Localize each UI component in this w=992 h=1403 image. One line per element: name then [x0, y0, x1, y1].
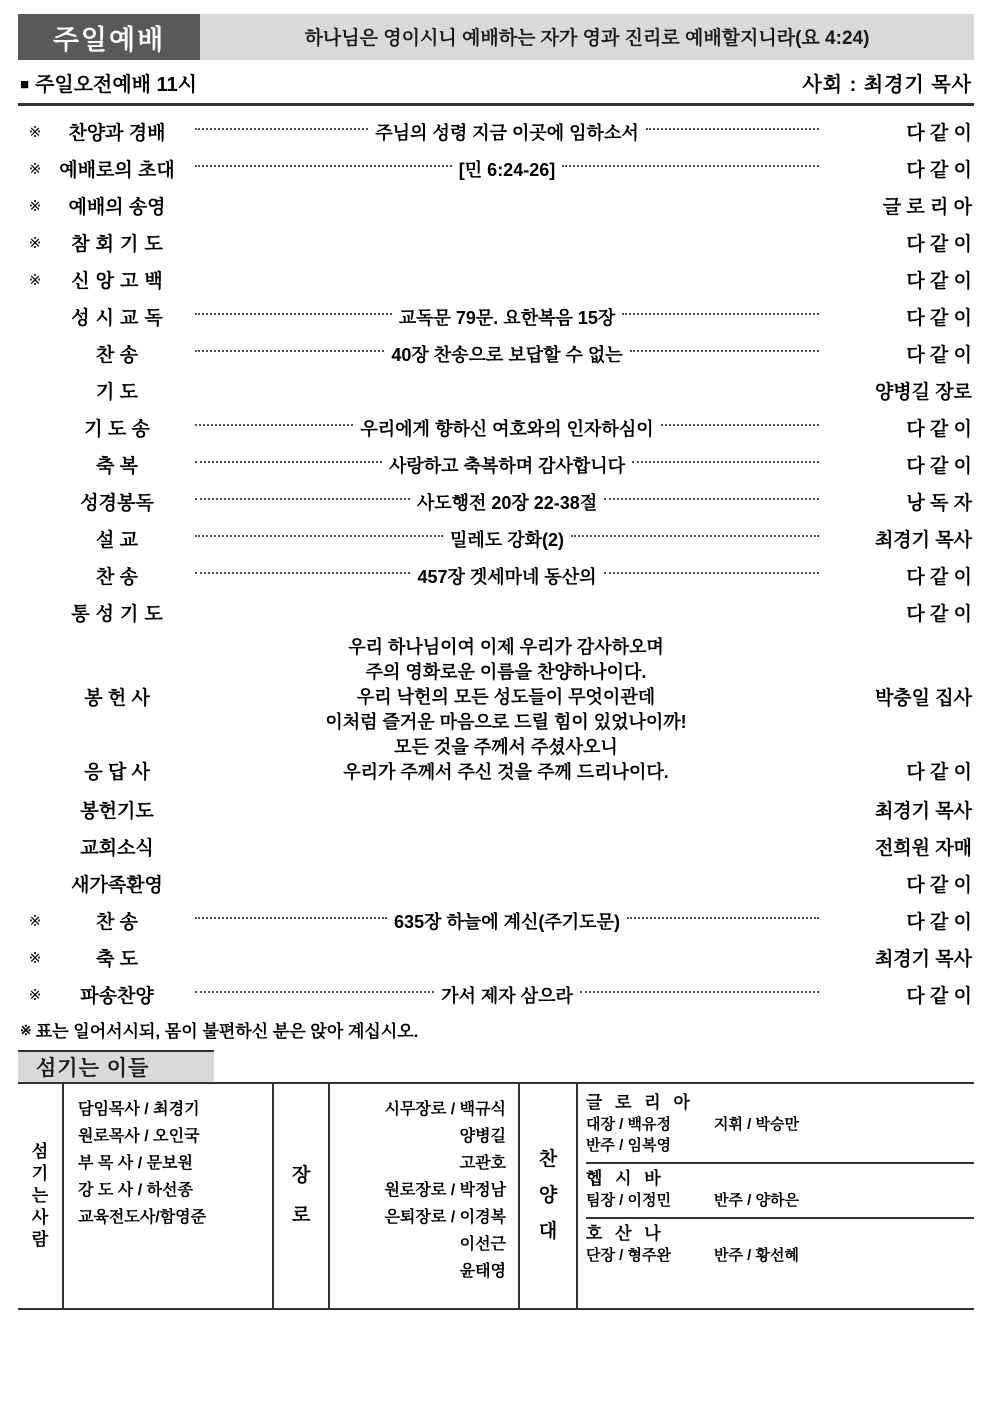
square-bullet-icon: ■	[20, 76, 30, 93]
row-item: 봉헌기도	[80, 801, 154, 822]
dot-leader	[646, 128, 819, 130]
row-who: 낭 독 자	[906, 493, 972, 514]
row-item: 기 도 송	[84, 419, 150, 440]
poem-line: 우리가 주께서 주신 것을 주께 드리나이다.	[343, 762, 669, 782]
row-item: 축 복	[96, 456, 138, 477]
order-row	[18, 187, 974, 224]
row-middle	[182, 957, 832, 959]
order-row	[18, 594, 974, 631]
row-mark: ※	[28, 234, 42, 252]
service-subheader	[18, 62, 974, 106]
row-text: 사도행전 20장 22-38절	[416, 492, 598, 513]
row-who: 다 같 이	[906, 604, 972, 625]
row-who: 다 같 이	[906, 345, 972, 366]
dot-leader	[195, 535, 443, 537]
servants-col-label-choir	[520, 1084, 578, 1308]
row-item: 설 교	[96, 530, 138, 551]
elder-entry: 이선근	[459, 1236, 506, 1253]
row-who: 다 같 이	[906, 160, 972, 181]
row-who: 최경기 목사	[874, 801, 972, 822]
choir-name: 헵 시 바	[586, 1169, 665, 1188]
row-who: 다 같 이	[906, 123, 972, 144]
row-text: 우리에게 향하신 여호와의 인자하심이	[360, 418, 654, 439]
dot-leader	[580, 991, 819, 993]
row-item: 찬 송	[96, 567, 138, 588]
choir-name: 호 산 나	[586, 1224, 665, 1243]
row-middle	[182, 908, 832, 934]
order-row	[18, 828, 974, 865]
row-item: 축 도	[96, 949, 138, 970]
row-middle	[182, 612, 832, 614]
choir-role-right: 반주 / 양하은	[714, 1192, 799, 1209]
row-text: 40장 찬송으로 보답할 수 없는	[391, 344, 623, 365]
row-text: 가서 제자 삼으라	[441, 985, 573, 1006]
row-who: 다 같 이	[906, 308, 972, 329]
pastor-entry: 원로목사 / 오인국	[78, 1128, 200, 1145]
row-mark: ※	[28, 123, 42, 141]
elder-entry: 양병길	[459, 1128, 506, 1145]
offering-who: 박충일 집사	[874, 688, 972, 709]
dot-leader	[195, 350, 384, 352]
row-item: 교회소식	[80, 838, 154, 859]
row-who: 다 같 이	[906, 419, 972, 440]
dot-leader	[195, 128, 368, 130]
row-middle	[182, 846, 832, 848]
row-who: 다 같 이	[906, 912, 972, 933]
dot-leader	[562, 165, 819, 167]
dot-leader	[661, 424, 819, 426]
row-item: 파송찬양	[80, 986, 154, 1007]
choir-row	[586, 1135, 974, 1156]
row-mark: ※	[28, 912, 42, 930]
row-middle	[182, 489, 832, 515]
vlabel-char: 섬	[31, 1142, 49, 1161]
header-title: 주일예배	[18, 14, 200, 60]
dot-leader	[195, 498, 410, 500]
choir-role-left: 단장 / 형주완	[586, 1247, 671, 1264]
asterisk-icon: ※	[20, 1022, 32, 1038]
order-row	[18, 520, 974, 557]
vlabel-char: 람	[31, 1230, 49, 1249]
order-of-worship	[18, 113, 974, 1042]
header	[18, 14, 974, 60]
dot-leader	[195, 917, 387, 919]
pastor-entry: 강 도 사 / 하선종	[78, 1182, 193, 1199]
servants-col-label-people	[18, 1084, 64, 1308]
row-middle	[182, 304, 832, 330]
response-who: 다 같 이	[906, 762, 972, 783]
choir-role-left: 팀장 / 이정민	[586, 1192, 671, 1209]
dot-leader	[630, 350, 819, 352]
choir-role-right: 반주 / 황선혜	[714, 1247, 799, 1264]
response-label: 응 답 사	[84, 762, 150, 783]
row-mark: ※	[28, 271, 42, 289]
vlabel-char: 로	[291, 1205, 311, 1226]
choir-role-right: 지휘 / 박승만	[714, 1116, 799, 1133]
row-who: 다 같 이	[906, 567, 972, 588]
row-text: [민 6:24-26]	[458, 159, 556, 180]
row-who: 양병길 장로	[874, 382, 972, 403]
row-middle	[182, 526, 832, 552]
row-item: 통성기도	[71, 604, 169, 625]
row-who: 다 같 이	[906, 875, 972, 896]
dot-leader	[632, 461, 819, 463]
row-who: 최경기 목사	[874, 949, 972, 970]
order-row	[18, 372, 974, 409]
servants-col-label-elders	[274, 1084, 330, 1308]
dot-leader	[604, 498, 819, 500]
row-mark: ※	[28, 986, 42, 1004]
elder-entry: 고관호	[459, 1155, 506, 1172]
order-row	[18, 939, 974, 976]
row-who: 다 같 이	[906, 234, 972, 255]
offering-poem	[188, 635, 824, 785]
row-item: 찬 송	[96, 345, 138, 366]
row-text: 교독문 79문. 요한복음 15장	[398, 307, 616, 328]
row-text: 사랑하고 축복하며 감사합니다	[388, 455, 626, 476]
row-text: 밀레도 강화(2)	[450, 529, 564, 550]
servants-table	[18, 1082, 974, 1310]
row-item: 새가족환영	[71, 875, 163, 896]
pastor-entry: 부 목 사 / 문보원	[78, 1155, 193, 1172]
row-middle	[182, 119, 832, 145]
servants-section-title: 섬기는 이들	[18, 1050, 214, 1082]
row-middle	[182, 809, 832, 811]
row-middle	[182, 390, 832, 392]
header-verse: 하나님은 영이시니 예배하는 자가 영과 진리로 예배할지니라(요 4:24)	[200, 14, 974, 60]
order-row	[18, 261, 974, 298]
row-middle	[182, 156, 832, 182]
order-row	[18, 150, 974, 187]
choir-row	[586, 1190, 974, 1211]
row-item: 참회기도	[71, 234, 169, 255]
choir-row	[586, 1114, 974, 1135]
order-row	[18, 902, 974, 939]
dot-leader	[627, 917, 819, 919]
vlabel-char: 는	[31, 1186, 49, 1205]
vlabel-char: 양	[538, 1185, 558, 1206]
order-row	[18, 224, 974, 261]
order-row	[18, 483, 974, 520]
row-who: 전희원 자매	[874, 838, 972, 859]
row-item: 찬양과 경배	[68, 123, 166, 144]
row-item: 성시교독	[71, 308, 169, 329]
row-middle	[182, 341, 832, 367]
row-item: 기 도	[96, 382, 138, 403]
vlabel-char: 사	[31, 1208, 49, 1227]
choir-role-right	[714, 1135, 974, 1156]
dot-leader	[195, 165, 452, 167]
row-item: 예배의 송영	[68, 197, 166, 218]
order-row	[18, 865, 974, 902]
elder-entry: 원로장로 / 박정남	[384, 1182, 506, 1199]
vlabel-char: 찬	[538, 1149, 558, 1170]
elders-column	[330, 1084, 520, 1308]
choir-name: 글 로 리 아	[586, 1093, 694, 1112]
row-item: 예배로의 초대	[59, 160, 175, 181]
choir-role-left: 대장 / 백유정	[586, 1116, 671, 1133]
row-item: 신앙고백	[71, 271, 169, 292]
offering-label: 봉 헌 사	[84, 688, 150, 709]
dot-leader	[571, 535, 819, 537]
choir-row	[586, 1245, 974, 1266]
standing-note	[18, 1017, 974, 1042]
poem-line: 우리 하나님이여 이제 우리가 감사하오며	[348, 637, 664, 657]
poem-line: 주의 영화로운 이름을 찬양하나이다.	[365, 662, 647, 682]
choir-role-left: 반주 / 임복영	[586, 1137, 671, 1154]
row-middle	[182, 982, 832, 1008]
dot-leader	[195, 572, 410, 574]
row-middle	[182, 205, 832, 207]
row-middle	[182, 242, 832, 244]
pastor-entry: 담임목사 / 최경기	[78, 1101, 200, 1118]
dot-leader	[622, 313, 819, 315]
order-row	[18, 409, 974, 446]
order-row	[18, 557, 974, 594]
order-row	[18, 446, 974, 483]
service-leader: 사회 : 최경기 목사	[802, 74, 972, 96]
elder-entry: 은퇴장로 / 이경복	[384, 1209, 506, 1226]
row-mark: ※	[28, 160, 42, 178]
order-row	[18, 335, 974, 372]
dot-leader	[195, 991, 434, 993]
offering-response-block	[18, 631, 974, 791]
poem-line: 우리 낙헌의 모든 성도들이 무엇이관데	[356, 687, 656, 707]
service-name-group	[20, 68, 197, 97]
row-item: 성경봉독	[80, 493, 154, 514]
pastor-entry: 교육전도사/함영준	[78, 1209, 207, 1226]
poem-line: 모든 것을 주께서 주셨사오니	[394, 737, 618, 757]
row-who: 다 같 이	[906, 456, 972, 477]
row-mark: ※	[28, 197, 42, 215]
dot-leader	[195, 424, 353, 426]
vlabel-char: 대	[538, 1221, 558, 1242]
row-middle	[182, 415, 832, 441]
choirs-column	[578, 1084, 974, 1308]
order-row	[18, 298, 974, 335]
choir-block	[586, 1217, 974, 1266]
row-middle	[182, 452, 832, 478]
row-text: 635장 하늘에 계신(주기도문)	[394, 911, 620, 932]
elder-entry: 시무장로 / 백규식	[384, 1101, 506, 1118]
row-item: 찬 송	[96, 912, 138, 933]
choir-block	[586, 1162, 974, 1211]
row-who: 최경기 목사	[874, 530, 972, 551]
order-row	[18, 791, 974, 828]
pastors-column	[64, 1084, 274, 1308]
row-middle	[182, 563, 832, 589]
row-who: 다 같 이	[906, 986, 972, 1007]
row-text: 주님의 성령 지금 이곳에 임하소서	[375, 122, 639, 143]
row-text: 457장 겟세마네 동산의	[417, 566, 597, 587]
row-middle	[182, 883, 832, 885]
order-row	[18, 113, 974, 150]
poem-line: 이처럼 즐거운 마음으로 드릴 힘이 있었나이까!	[325, 712, 687, 732]
dot-leader	[195, 313, 392, 315]
vlabel-char: 기	[31, 1164, 49, 1183]
row-mark: ※	[28, 949, 42, 967]
row-who: 글 로 리 아	[882, 197, 972, 218]
service-name: 주일오전예배 11시	[35, 74, 198, 96]
vlabel-char: 장	[291, 1165, 311, 1186]
row-middle	[182, 279, 832, 281]
choir-block	[586, 1092, 974, 1156]
elder-entry: 윤태영	[459, 1263, 506, 1280]
standing-note-text: 표는 일어서시되, 몸이 불편하신 분은 앉아 계십시오.	[35, 1022, 419, 1041]
order-row	[18, 976, 974, 1013]
row-who: 다 같 이	[906, 271, 972, 292]
dot-leader	[195, 461, 382, 463]
dot-leader	[604, 572, 819, 574]
